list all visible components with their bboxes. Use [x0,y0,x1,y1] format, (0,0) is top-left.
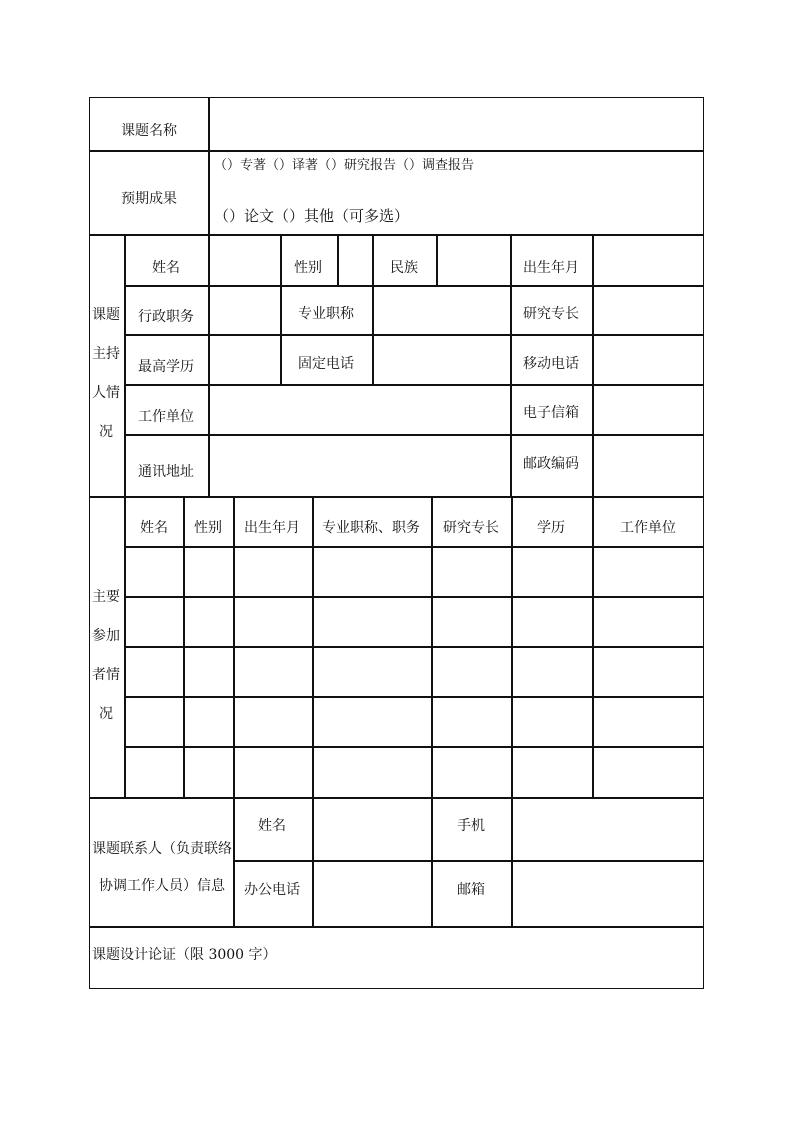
host-name-label: 姓名 [152,260,180,276]
contact-office-phone-label: 办公电话 [244,882,300,898]
host-address-label: 通讯地址 [138,464,194,480]
host-employer-label: 工作单位 [138,409,194,425]
col-divider [511,797,513,926]
host-ethnicity-label: 民族 [390,260,418,276]
outcome-options-line2[interactable]: （）论文（）其他（可多选） [214,207,410,225]
row-divider [89,150,704,152]
topic-name-label: 课题名称 [121,123,177,139]
col-divider [280,234,282,384]
host-landline-label: 固定电话 [298,356,354,372]
expected-outcome-label: 预期成果 [121,191,177,207]
topic-name-field[interactable] [210,99,702,149]
col-divider [124,234,126,496]
table-row[interactable] [126,548,702,595]
col-divider [208,234,210,496]
contact-email-label: 邮箱 [457,882,485,898]
row-divider [89,234,704,236]
col-divider [312,797,314,926]
host-education-label: 最高学历 [138,359,194,375]
contact-section-label-line2: 协调工作人员）信息 [99,878,225,894]
host-postcode-label: 邮政编码 [523,456,579,472]
participants-header-employer: 工作单位 [620,520,676,536]
host-gender-label: 性别 [294,260,322,276]
row-divider [124,434,704,436]
row-divider [233,860,704,862]
table-row[interactable] [126,598,702,645]
contact-phone-label: 手机 [457,818,485,834]
row-divider [124,285,704,287]
host-prof-title-label: 专业职称 [298,306,354,322]
col-divider [431,797,433,926]
host-section-label: 课题 主持 人情 况 [92,307,120,440]
table-row[interactable] [126,648,702,695]
participants-header-name: 姓名 [140,520,168,536]
col-divider [436,234,438,285]
outcome-options-line1[interactable]: （）专著（）译著（）研究报告（）调查报告 [214,158,475,173]
participants-header-title: 专业职称、职务 [322,520,420,536]
host-birth-label: 出生年月 [523,260,579,276]
row-divider [124,334,704,336]
col-divider [510,234,512,496]
participants-header-specialty: 研究专长 [443,520,499,536]
participants-section-label: 主要 参加 者情 况 [92,589,120,722]
row-divider [124,384,704,386]
participants-header-birth: 出生年月 [244,520,300,536]
table-row[interactable] [126,698,702,745]
row-divider [89,797,704,799]
col-divider [337,234,339,285]
participants-header-education: 学历 [537,520,565,536]
host-specialty-label: 研究专长 [523,306,579,322]
row-divider [89,926,704,928]
participants-header-gender: 性别 [194,520,222,536]
contact-name-label: 姓名 [258,818,286,834]
table-row[interactable] [126,748,702,796]
row-divider [89,496,704,498]
col-divider [233,797,235,926]
host-mobile-label: 移动电话 [523,356,579,372]
host-admin-post-label: 行政职务 [138,309,194,325]
contact-section-label-line1: 课题联系人（负责联络 [92,841,232,857]
host-email-label: 电子信箱 [523,405,579,421]
col-divider [372,234,374,384]
col-divider [592,234,594,496]
design-section-label: 课题设计论证（限 3000 字） [92,947,277,963]
